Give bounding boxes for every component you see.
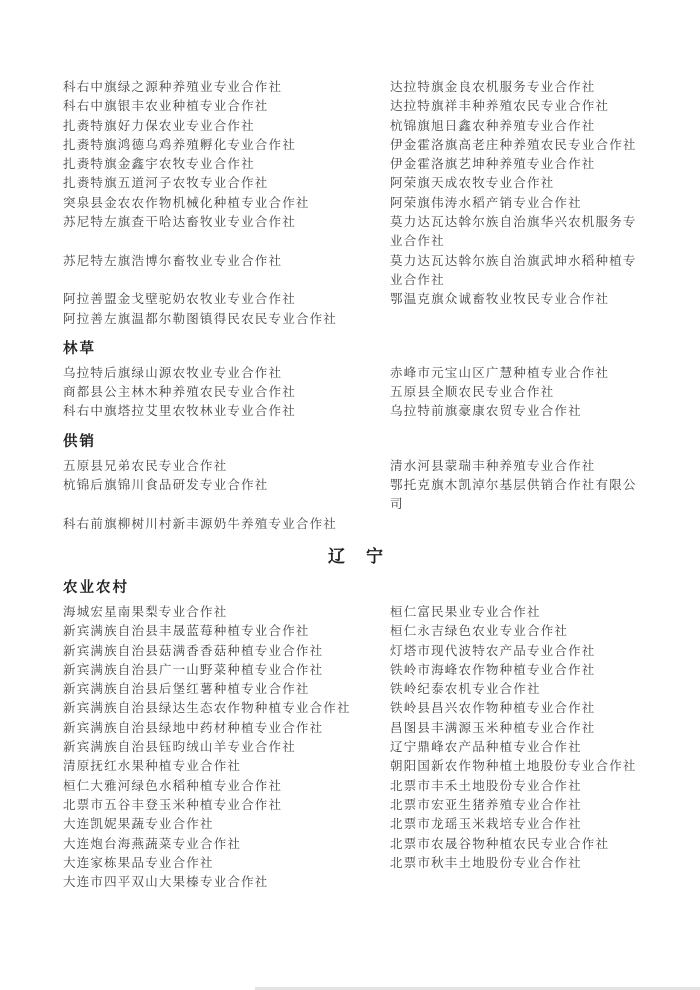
cooperative-list (63, 78, 650, 892)
cooperative-name-left: 新宾满族自治县绿地中药材种植专业合作社 (63, 720, 324, 735)
cooperative-name-right: 北票市宏亚生猪养殖专业合作社 (390, 797, 582, 812)
table-row (63, 383, 650, 402)
table-row (63, 873, 650, 892)
table-row (63, 796, 650, 815)
cooperative-name-left: 桓仁大雅河绿色水稻种植专业合作社 (63, 778, 283, 793)
cooperative-name-right: 铁岭县昌兴农作物种植专业合作社 (390, 701, 596, 716)
table-row (63, 290, 650, 309)
cooperative-name-left: 科右中旗塔拉艾里农牧林业专业合作社 (63, 404, 296, 419)
table-row (63, 642, 650, 661)
cooperative-name-right: 杭锦旗旭日鑫农种养殖专业合作社 (390, 118, 596, 133)
cooperative-name-left: 科右前旗柳树川村新丰源奶牛养殖专业合作社 (63, 516, 338, 531)
table-row (63, 78, 650, 97)
cooperative-name-left: 乌拉特后旗绿山源农牧业专业合作社 (63, 365, 283, 380)
cooperative-name-left: 商都县公主林木种养殖农民专业合作社 (63, 385, 296, 400)
section-heading: 林草 (63, 340, 96, 357)
table-row (63, 738, 650, 757)
cooperative-name-right: 昌图县丰满源玉米种植专业合作社 (390, 720, 596, 735)
cooperative-name-left: 科右中旗银丰农业种植专业合作社 (63, 99, 269, 114)
cooperative-name-left: 阿拉善盟金戈壁驼奶农牧业专业合作社 (63, 292, 296, 307)
table-row (63, 815, 650, 834)
cooperative-name-right: 莫力达瓦达斡尔族自治旗武坤水稻种植专业合作社 (390, 253, 637, 287)
cooperative-name-right: 乌拉特前旗豪康农贸专业合作社 (390, 404, 582, 419)
cooperative-name-left: 大连凯妮果蔬专业合作社 (63, 817, 214, 832)
cooperative-name-left: 苏尼特左旗查干哈达畜牧业专业合作社 (63, 215, 296, 230)
section-rows (63, 78, 650, 329)
section (63, 339, 650, 422)
table-row (63, 136, 650, 155)
cooperative-name-left: 新宾满族自治县菇满香香菇种植专业合作社 (63, 643, 324, 658)
cooperative-name-right: 北票市丰禾土地股份专业合作社 (390, 778, 582, 793)
cooperative-name-left: 新宾满族自治县后堡红薯种植专业合作社 (63, 682, 310, 697)
cooperative-name-right: 阿荣旗伟涛水稻产销专业合作社 (390, 195, 582, 210)
table-row (63, 252, 650, 291)
cooperative-name-right: 辽宁鼎峰农产品种植专业合作社 (390, 740, 582, 755)
table-row (63, 719, 650, 738)
cooperative-name-right: 达拉特旗金良农机服务专业合作社 (390, 80, 596, 94)
cooperative-name-left: 突泉县金农农作物机械化种植专业合作社 (63, 195, 310, 210)
table-row (63, 622, 650, 641)
cooperative-name-left: 新宾满族自治县丰晟蓝莓种植专业合作社 (63, 624, 310, 639)
cooperative-name-right: 灯塔市现代波特农产品专业合作社 (390, 643, 596, 658)
cooperative-name-right: 北票市农晟谷物种植农民专业合作社 (390, 836, 610, 851)
section-heading: 供销 (63, 433, 96, 450)
table-row (63, 155, 650, 174)
province-title: 辽 宁 (328, 546, 385, 566)
table-row (63, 174, 650, 193)
table-row (63, 515, 650, 534)
cooperative-name-left: 五原县兄弟农民专业合作社 (63, 458, 228, 473)
cooperative-name-left: 新宾满族自治县广一山野菜种植专业合作社 (63, 662, 324, 677)
cooperative-name-right: 赤峰市元宝山区广慧种植专业合作社 (390, 365, 610, 380)
cooperative-name-left: 扎赉特旗五道河子农牧专业合作社 (63, 176, 269, 191)
table-row (63, 457, 650, 476)
cooperative-name-right: 伊金霍洛旗高老庄种养殖农民专业合作社 (390, 137, 637, 152)
table-row (63, 854, 650, 873)
table-row (63, 402, 650, 421)
table-row (63, 310, 650, 329)
table-row (63, 97, 650, 116)
cooperative-name-right: 达拉特旗祥丰种养殖农民专业合作社 (390, 99, 610, 114)
cooperative-name-right: 北票市龙瑶玉米栽培专业合作社 (390, 817, 582, 832)
cooperative-name-left: 大连家栋果品专业合作社 (63, 855, 214, 870)
cooperative-name-left: 大连炮台海燕蔬菜专业合作社 (63, 836, 242, 851)
cooperative-name-right: 阿荣旗天成农牧专业合作社 (390, 176, 555, 191)
table-row (63, 835, 650, 854)
cooperative-name-right: 伊金霍洛旗艺坤种养殖专业合作社 (390, 157, 596, 172)
cooperative-name-right: 莫力达瓦达斡尔族自治旗华兴农机服务专业合作社 (390, 215, 637, 249)
section (63, 432, 650, 534)
table-row (63, 117, 650, 136)
section-rows (63, 457, 650, 534)
cooperative-name-left: 科右中旗绿之源种养殖业专业合作社 (63, 80, 283, 94)
cooperative-name-right: 桓仁永吉绿色农业专业合作社 (390, 624, 569, 639)
cooperative-name-left: 北票市五谷丰登玉米种植专业合作社 (63, 797, 283, 812)
table-row (63, 699, 650, 718)
section-rows (63, 364, 650, 422)
cooperative-name-left: 新宾满族自治县钰昀绒山羊专业合作社 (63, 740, 296, 755)
table-row (63, 194, 650, 213)
cooperative-name-right: 铁岭市海峰农作物种植专业合作社 (390, 662, 596, 677)
cooperative-name-right: 清水河县蒙瑞丰种养殖专业合作社 (390, 458, 596, 473)
table-row (63, 476, 650, 515)
cooperative-name-left: 新宾满族自治县绿达生态农作物种植专业合作社 (63, 701, 351, 716)
cooperative-name-left: 扎赉特旗金鑫宇农牧专业合作社 (63, 157, 255, 172)
section (63, 578, 650, 892)
section-rows (63, 603, 650, 892)
table-row (63, 213, 650, 252)
table-row (63, 757, 650, 776)
section (63, 78, 650, 329)
cooperative-name-right: 北票市秋丰土地股份专业合作社 (390, 855, 582, 870)
cooperative-name-right: 鄂托克旗木凯淖尔基层供销合作社有限公司 (390, 478, 637, 512)
cooperative-name-right: 五原县全顺农民专业合作社 (390, 385, 555, 400)
cooperative-name-left: 大连市四平双山大果榛专业合作社 (63, 875, 269, 890)
table-row (63, 603, 650, 622)
table-row (63, 777, 650, 796)
cooperative-name-left: 苏尼特左旗浩博尔畜牧业专业合作社 (63, 253, 283, 268)
section-heading: 农业农村 (63, 579, 129, 596)
cooperative-name-right: 朝阳国新农作物种植土地股份专业合作社 (390, 759, 637, 774)
cooperative-name-left: 扎赉特旗鸿德乌鸡养殖孵化专业合作社 (63, 137, 296, 152)
table-row (63, 661, 650, 680)
cooperative-name-left: 阿拉善左旗温都尔勒图镇得民农民专业合作社 (63, 311, 338, 326)
cooperative-name-left: 清原抚红水果种植专业合作社 (63, 759, 242, 774)
cooperative-name-left: 海城宏星南果梨专业合作社 (63, 604, 228, 619)
cooperative-name-left: 扎赉特旗好力保农业专业合作社 (63, 118, 255, 133)
cooperative-name-right: 桓仁富民果业专业合作社 (390, 604, 541, 619)
table-row (63, 364, 650, 383)
table-row (63, 680, 650, 699)
cooperative-name-right: 铁岭纪泰农机专业合作社 (390, 682, 541, 697)
cooperative-name-left: 杭锦后旗锦川食品研发专业合作社 (63, 478, 269, 493)
cooperative-name-right: 鄂温克旗众诚畜牧业牧民专业合作社 (390, 292, 610, 307)
